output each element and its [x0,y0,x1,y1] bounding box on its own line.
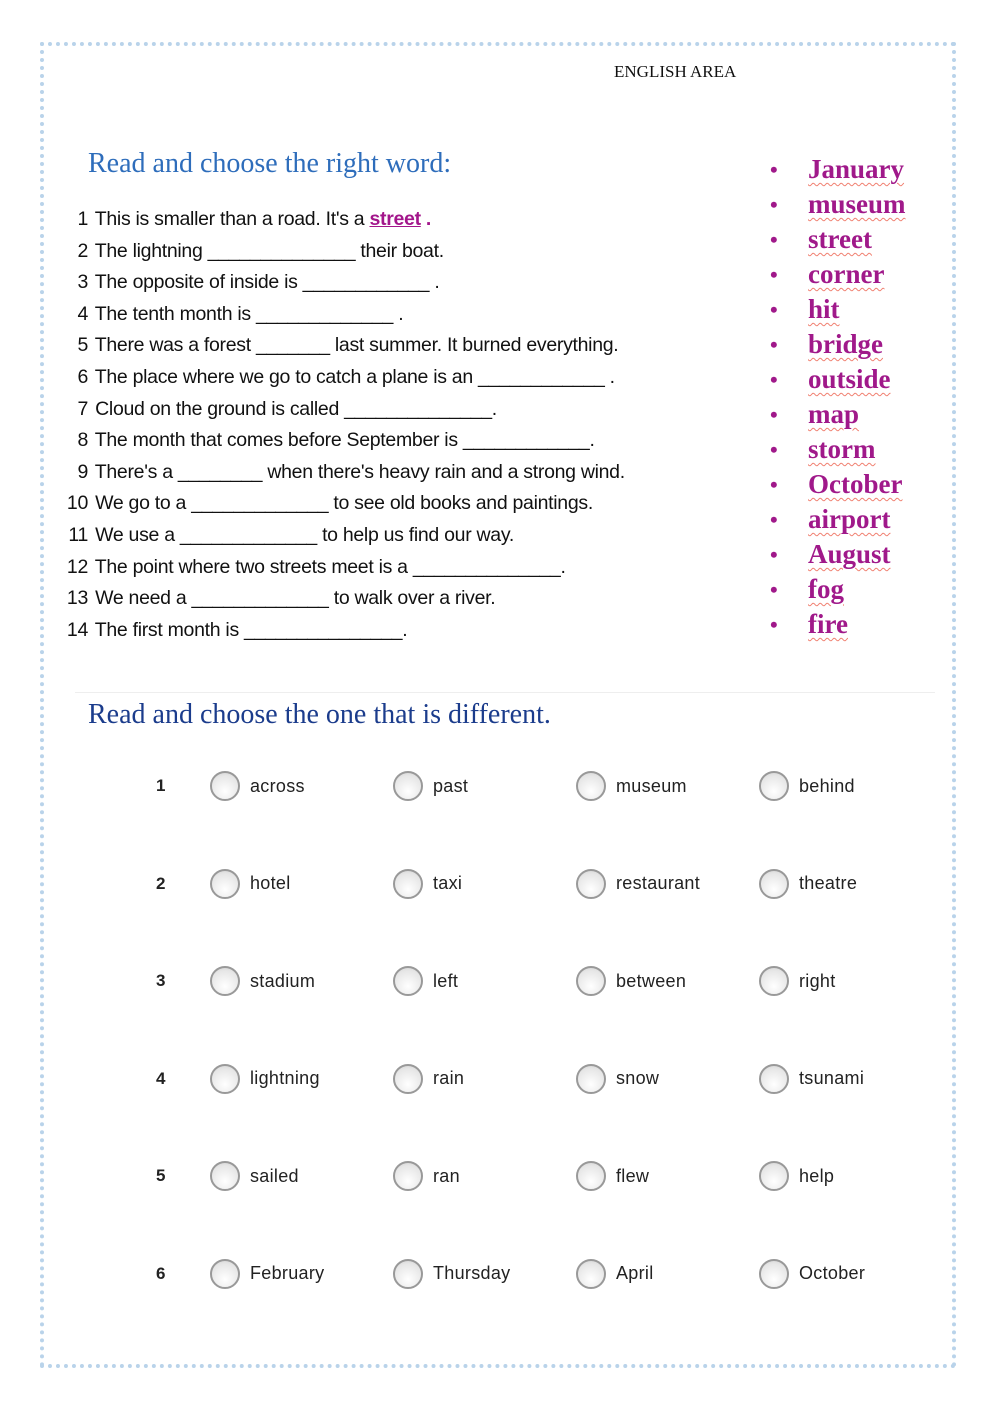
option-label: ran [433,1165,460,1186]
option[interactable] [210,1158,299,1194]
option-label: October [799,1263,866,1283]
radio-button[interactable] [210,869,240,899]
option-label: flew [616,1165,650,1186]
sentence [60,303,403,326]
sentence [60,398,497,421]
option-label: February [250,1263,325,1283]
option-label: museum [616,775,687,796]
sentence-text: The first month is _______________. [94,618,408,641]
radio-button[interactable] [576,966,606,996]
option-label: behind [799,775,855,796]
option-label: right [799,970,836,991]
bullet-icon: • [770,331,778,357]
word-bank-item [770,607,906,642]
sentence-number: 4 [77,302,88,325]
bullet-icon: • [770,506,778,532]
word-bank-item [770,467,906,502]
sentence-number: 10 [66,492,88,515]
option-label: theatre [799,873,858,893]
sentence-text: The point where two streets meet is a ______________. [94,555,566,578]
question-number: 4 [156,1068,166,1088]
option[interactable] [576,1158,649,1194]
sentence-number: 2 [77,239,88,262]
word-bank-item [770,362,906,397]
sentence-text: There's a ________ when there's heavy rain and a strong wind. [94,460,625,483]
radio-button[interactable] [576,1064,606,1094]
sentence [60,461,625,484]
word-bank-item [770,152,906,187]
answer-text: street [369,208,421,230]
sentence [60,556,566,579]
bullet-icon: • [770,156,778,182]
word-bank-item [770,502,906,537]
option[interactable] [759,1061,864,1097]
question-row [0,1061,1000,1101]
radio-button[interactable] [393,1064,423,1094]
sentence-number: 8 [77,429,88,452]
option[interactable] [210,963,315,999]
sentence [60,240,444,263]
bullet-icon: • [770,191,778,217]
radio-button[interactable] [210,771,240,801]
word: January [808,154,905,184]
radio-button[interactable] [210,966,240,996]
radio-button[interactable] [210,1259,240,1289]
radio-button[interactable] [759,1259,789,1289]
option-label: sailed [250,1165,299,1186]
sentence-number: 5 [77,334,88,357]
option-label: left [433,970,459,991]
word-bank-item [770,432,906,467]
option[interactable] [210,1256,324,1292]
radio-button[interactable] [759,771,789,801]
radio-button[interactable] [759,1064,789,1094]
word-bank-item [770,187,906,222]
option[interactable] [393,768,468,804]
sentence-text: This is smaller than a road. It's a [94,208,370,230]
word: fog [808,574,844,604]
bullet-icon: • [770,401,778,427]
radio-button[interactable] [576,1259,606,1289]
option[interactable] [393,1256,510,1292]
section2-title: Read and choose the one that is different. [88,699,551,730]
sentence [60,334,618,357]
radio-button[interactable] [576,771,606,801]
word: hit [808,294,840,324]
sentence [60,271,439,294]
sentence [60,619,407,642]
header-label: ENGLISH AREA [614,62,737,81]
option-label: snow [616,1068,660,1088]
bullet-icon: • [770,226,778,252]
option-label: April [616,1263,654,1283]
sentence-number: 9 [77,460,88,483]
sentence [60,492,593,515]
option-label: Thursday [433,1263,511,1283]
option[interactable] [759,1158,834,1194]
bullet-icon: • [770,296,778,322]
sentence-number: 6 [77,366,88,388]
option[interactable] [576,1256,654,1292]
word-bank-item [770,572,906,607]
sentence-text: We need a _____________ to walk over a river. [95,587,496,610]
question-row [0,866,1000,906]
bullet-icon: • [770,471,778,497]
option[interactable] [576,963,686,999]
word: street [808,224,872,254]
section1-title: Read and choose the right word: [88,148,452,179]
option[interactable] [393,963,458,999]
option-label: hotel [250,873,291,893]
radio-button[interactable] [759,1161,789,1191]
sentence-text: The tenth month is _____________ . [94,302,404,325]
sentence-text: Cloud on the ground is called ______________. [95,397,497,420]
word-bank-item [770,537,906,572]
word: outside [808,364,891,394]
word: storm [808,434,876,464]
radio-button[interactable] [759,966,789,996]
option[interactable] [576,1061,659,1097]
word: map [808,399,860,429]
word-bank [770,152,906,642]
option-label: help [799,1165,835,1186]
question-number: 5 [156,1166,166,1185]
word: August [808,539,891,569]
sentence-text: The month that comes before September is ____________. [94,429,595,452]
option-label: tsunami [799,1068,865,1088]
sentence [60,587,495,610]
radio-button[interactable] [393,771,423,801]
question-number: 2 [156,873,166,893]
radio-button[interactable] [210,1161,240,1191]
sentence-end: . [420,208,432,230]
word: museum [808,189,906,219]
option[interactable] [393,866,462,902]
radio-button[interactable] [210,1064,240,1094]
option[interactable] [393,1061,464,1097]
word-bank-item [770,222,906,257]
sentence-number: 11 [68,524,88,546]
option[interactable] [210,1061,320,1097]
bullet-icon: • [770,541,778,567]
radio-button[interactable] [393,1161,423,1191]
radio-button[interactable] [576,869,606,899]
question-number: 1 [156,776,166,795]
sentence-text: The lightning ______________ their boat. [94,239,444,262]
option-label: taxi [433,873,463,893]
sentence-number: 13 [66,587,88,610]
bullet-icon: • [770,436,778,462]
sentence [60,429,595,452]
option[interactable] [759,963,836,999]
option-label: lightning [250,1068,320,1088]
bullet-icon: • [770,261,778,287]
word-bank-item [770,257,906,292]
radio-button[interactable] [576,1161,606,1191]
sentence-number: 14 [66,618,88,641]
word: airport [808,504,891,534]
word-bank-item [770,292,906,327]
bullet-icon: • [770,611,778,637]
word: October [808,469,903,499]
question-number: 3 [156,971,166,990]
question-number: 6 [156,1263,166,1283]
sentence-text: The opposite of inside is ____________ . [94,271,440,294]
sentence [60,366,615,389]
sentence-text: We go to a _____________ to see old books and paintings. [95,492,593,515]
word: bridge [808,329,884,359]
option[interactable] [576,768,687,804]
question-row [0,1256,1000,1296]
question-row [0,963,1000,1003]
sentence-number: 3 [77,271,88,294]
option[interactable] [759,1256,865,1292]
option[interactable] [393,1158,460,1194]
word-bank-item [770,397,906,432]
sentence-text: We use a _____________ to help us find our way. [95,524,514,546]
option-label: past [433,775,469,796]
radio-button[interactable] [759,869,789,899]
sentence-text: There was a forest _______ last summer. It burned everything. [94,334,619,357]
word: corner [808,259,885,289]
radio-button[interactable] [393,966,423,996]
option[interactable] [210,768,305,804]
divider [75,692,935,693]
sentence-number: 12 [66,555,88,578]
question-row [0,1158,1000,1198]
option[interactable] [576,866,700,902]
sentence [60,208,431,231]
bullet-icon: • [770,366,778,392]
option-label: stadium [250,970,316,991]
option-label: rain [433,1068,465,1088]
option-label: between [616,970,687,991]
word-bank-item [770,327,906,362]
sentence-number: 7 [77,397,88,420]
sentence-number: 1 [77,208,88,230]
option-label: restaurant [616,873,701,893]
question-row [0,768,1000,808]
bullet-icon: • [770,576,778,602]
option[interactable] [759,866,857,902]
radio-button[interactable] [393,1259,423,1289]
word: fire [808,609,848,639]
option[interactable] [210,866,291,902]
radio-button[interactable] [393,869,423,899]
sentence [60,524,514,547]
option-label: across [250,775,305,796]
sentence-text: The place where we go to catch a plane is an ____________ . [94,366,615,388]
option[interactable] [759,768,855,804]
